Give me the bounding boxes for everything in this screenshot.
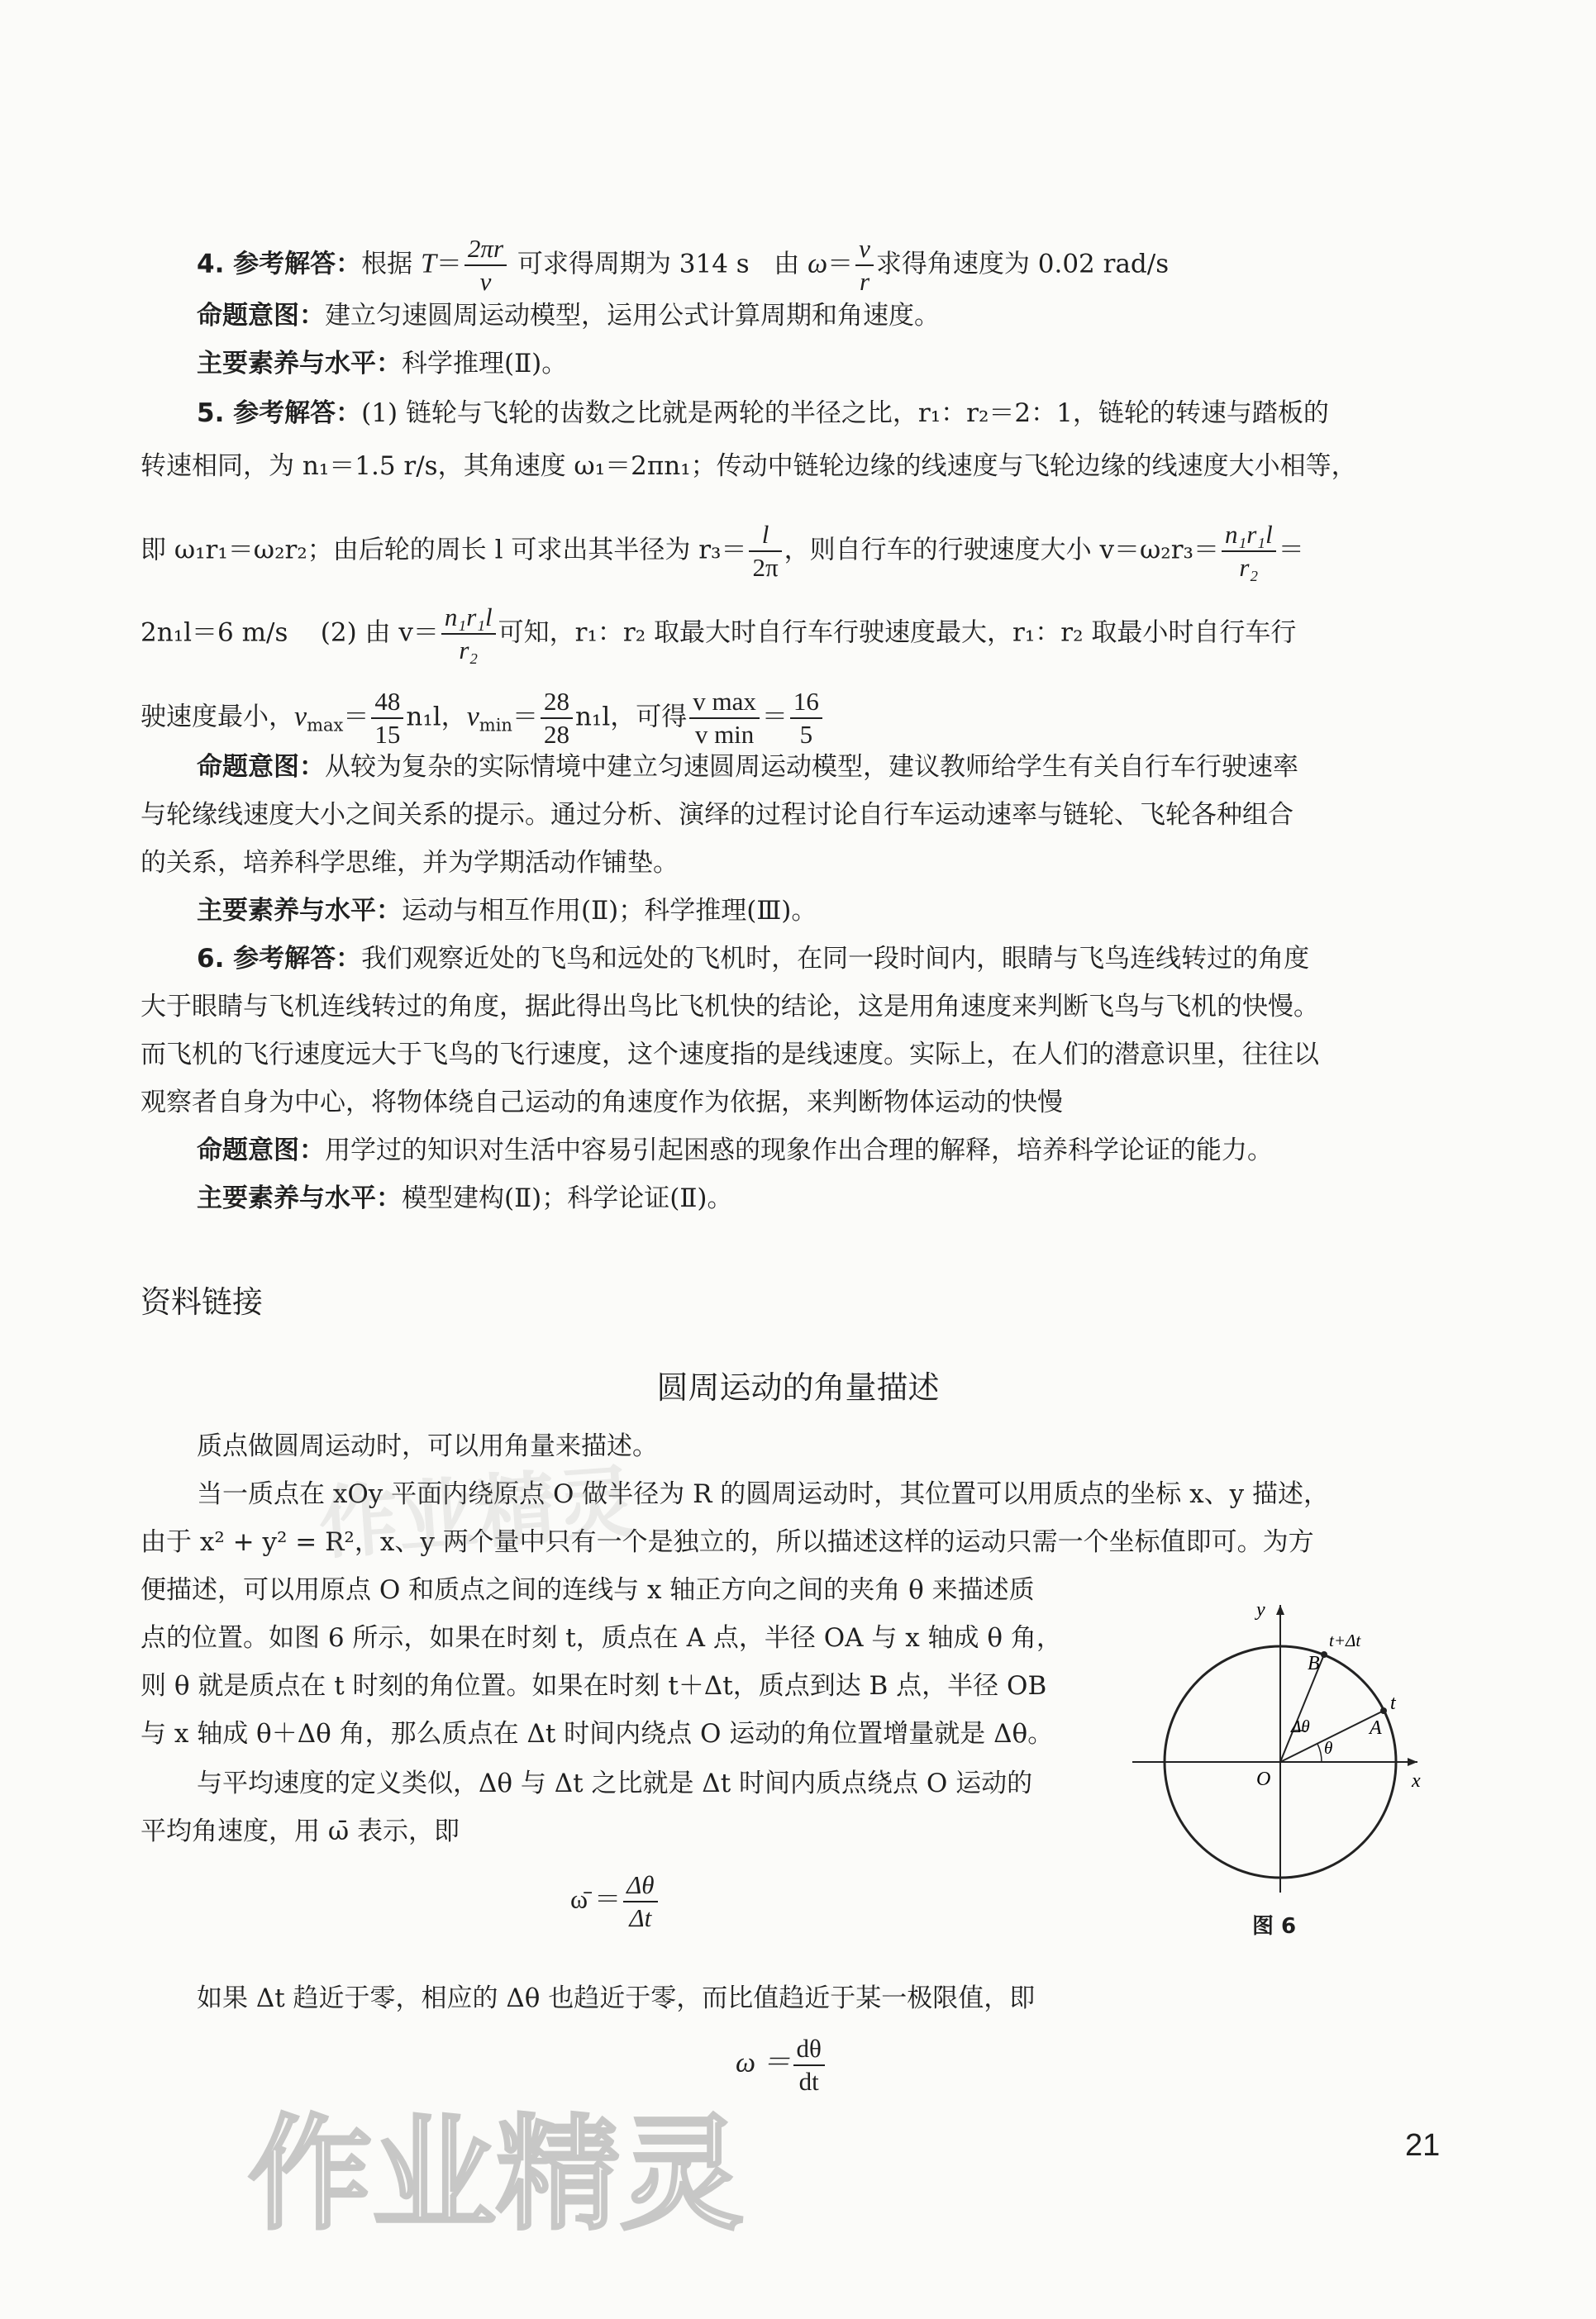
label-y: y	[1256, 1599, 1265, 1621]
q4-fraction: $\frac{2\pi r}{v}$	[465, 233, 507, 298]
q4-omega-text: 求得角速度为 0.02 rad/s	[875, 249, 1170, 279]
watermark-faint: 作业精灵	[316, 1455, 639, 1571]
q4-label: 4. 参考解答：	[197, 249, 362, 279]
q4-symbol-T: T	[421, 248, 436, 279]
figure-caption: 图 6	[1252, 1914, 1297, 1939]
q4-fraction-2: $\frac{v}{r}$	[855, 233, 874, 298]
label-t-dt: t+Δt	[1329, 1631, 1361, 1650]
q4-period-text: 可求得周期为 314 s	[517, 249, 750, 279]
q4-text: 根据	[361, 249, 413, 279]
figure-circle-diagram	[1132, 1587, 1430, 1901]
label-B: B	[1308, 1653, 1320, 1674]
article-title: 圆周运动的角量描述	[656, 1369, 940, 1406]
label-theta: θ	[1324, 1738, 1333, 1758]
label-t: t	[1390, 1693, 1396, 1714]
point-B	[1321, 1651, 1327, 1658]
section-heading: 资料链接	[141, 1284, 263, 1320]
label-dtheta: Δθ	[1291, 1717, 1310, 1736]
formula-average-omega: ω̄ ＝ $\frac{\Delta\theta}{\Delta t}$	[570, 1869, 660, 1934]
point-A	[1380, 1707, 1387, 1714]
page-number: 21	[1405, 2128, 1441, 2163]
label-x: x	[1412, 1770, 1421, 1792]
label-O: O	[1256, 1769, 1271, 1790]
formula-omega: ω ＝ $\frac{d\theta}{dt}$	[736, 2033, 827, 2098]
watermark-outline: 作业精灵	[248, 2103, 745, 2247]
label-A: A	[1370, 1717, 1382, 1739]
